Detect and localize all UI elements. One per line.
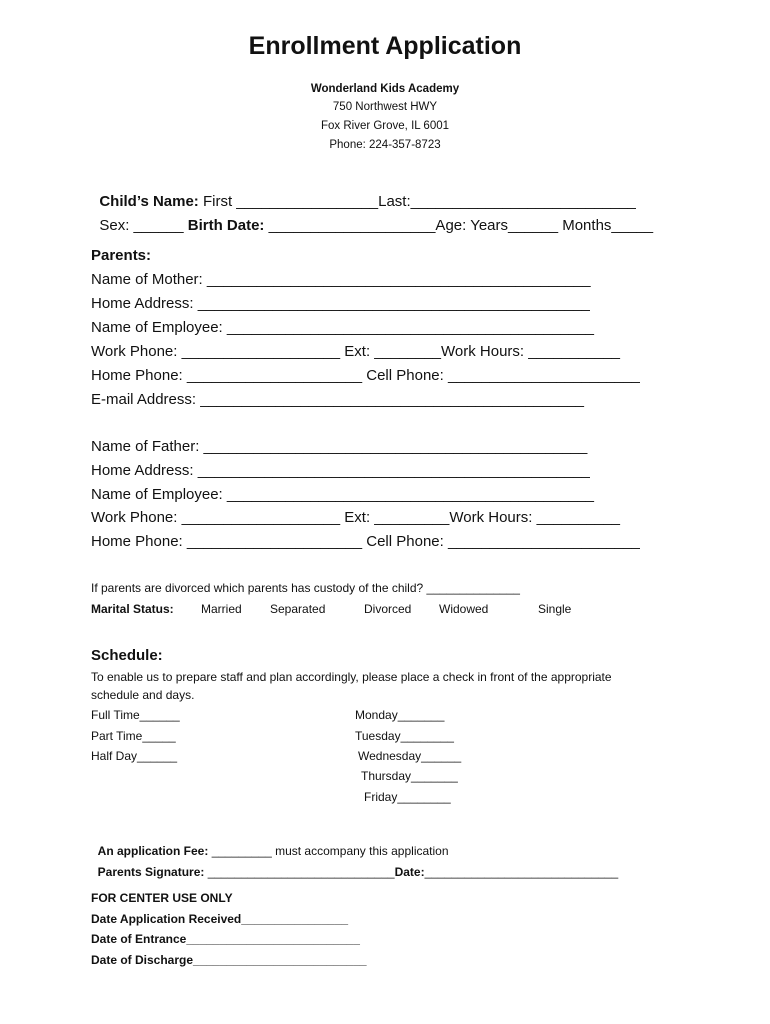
schedule-monday[interactable]: Monday_______ [355,708,445,722]
schedule-heading: Schedule: [91,647,163,664]
schedule-wednesday[interactable]: Wednesday______ [358,749,462,763]
mother-work-phone-field[interactable]: Work Phone: ___________________ Ext: ________Work Hours: ___________ [91,343,621,360]
organization-name: Wonderland Kids Academy [310,83,460,95]
mother-home-phone-field[interactable]: Home Phone: _____________________ Cell Phone: _______________________ [91,367,640,384]
address-line-2: Fox River Grove, IL 6001 [320,120,450,132]
father-work-phone-field[interactable]: Work Phone: ___________________ Ext: _________Work Hours: __________ [91,509,621,526]
schedule-friday[interactable]: Friday________ [364,790,451,804]
marital-option-divorced[interactable]: Divorced [364,602,412,616]
child-name-label: Child’s Name: [99,193,199,210]
schedule-instructions-1: To enable us to prepare staff and plan accordingly, please place a check in front of the appropriate [91,670,612,684]
child-name-field[interactable]: First _________________Last:___________________________ [198,193,636,210]
application-fee-field[interactable]: _________ must accompany this application [208,844,449,858]
date-application-received-field[interactable]: Date Application Received________________ [91,912,349,926]
birth-date-label: Birth Date: [187,217,265,234]
date-label: Date: [394,865,425,879]
center-use-heading: FOR CENTER USE ONLY [91,891,233,905]
schedule-instructions-2: schedule and days. [91,688,195,702]
birth-date-age-field[interactable]: ____________________Age: Years______ Months_____ [264,217,654,234]
mother-employee-field[interactable]: Name of Employee: ____________________________________________ [91,319,594,336]
marital-status-label: Marital Status: [91,602,174,616]
sex-birth-row [91,200,653,234]
address-line-1: 750 Northwest HWY [332,101,438,113]
signature-label: Parents Signature: [97,865,205,879]
marital-option-separated[interactable]: Separated [270,602,326,616]
application-fee-label: An application Fee: [97,844,209,858]
father-employee-field[interactable]: Name of Employee: ____________________________________________ [91,486,594,503]
signature-field[interactable]: ____________________________ [204,865,395,879]
custody-question-field[interactable]: If parents are divorced which parents has custody of the child? ______________ [91,581,520,595]
signature-row [91,851,618,879]
father-name-field[interactable]: Name of Father: ______________________________________________ [91,438,588,455]
schedule-full-time[interactable]: Full Time______ [91,708,180,722]
schedule-tuesday[interactable]: Tuesday________ [355,729,454,743]
marital-option-single[interactable]: Single [538,602,572,616]
date-field[interactable]: _____________________________ [424,865,619,879]
sex-field[interactable]: Sex: ______ [99,217,188,234]
parents-heading: Parents: [91,247,152,264]
phone-number: Phone: 224-357-8723 [329,139,441,151]
date-of-entrance-field[interactable]: Date of Entrance__________________________ [91,932,360,946]
mother-email-field[interactable]: E-mail Address: ______________________________________________ [91,391,584,408]
schedule-thursday[interactable]: Thursday_______ [361,769,458,783]
schedule-part-time[interactable]: Part Time_____ [91,729,176,743]
mother-name-field[interactable]: Name of Mother: ______________________________________________ [91,271,591,288]
marital-option-married[interactable]: Married [201,602,242,616]
schedule-half-day[interactable]: Half Day______ [91,749,178,763]
father-home-phone-field[interactable]: Home Phone: _____________________ Cell Phone: _______________________ [91,533,640,550]
date-of-discharge-field[interactable]: Date of Discharge__________________________ [91,953,367,967]
page-title: Enrollment Application [248,32,522,60]
mother-address-field[interactable]: Home Address: _______________________________________________ [91,295,590,312]
father-address-field[interactable]: Home Address: _______________________________________________ [91,462,590,479]
marital-option-widowed[interactable]: Widowed [439,602,489,616]
